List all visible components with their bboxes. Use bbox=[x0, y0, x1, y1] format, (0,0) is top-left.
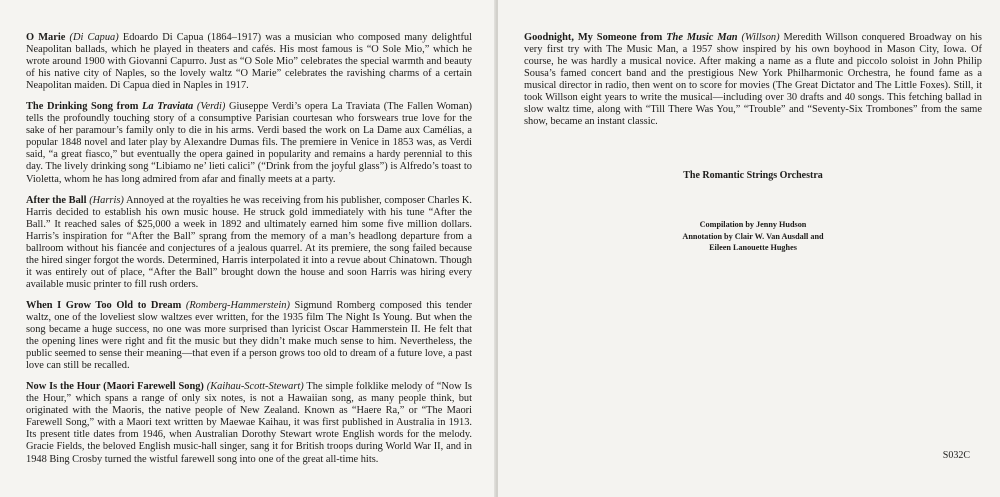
right-page bbox=[498, 0, 1000, 497]
entry-o-marie bbox=[26, 32, 472, 92]
entry-title-work: The Music Man bbox=[666, 32, 738, 43]
orchestra-name: The Romantic Strings Orchestra bbox=[683, 170, 823, 182]
entry-composer: (Di Capua) bbox=[69, 32, 119, 43]
catalog-number: S032C bbox=[942, 450, 970, 461]
entry-composer: (Willson) bbox=[741, 32, 780, 43]
entry-text: Giuseppe Verdi’s opera La Traviata (The Fallen Woman) tells the profoundly touching story of a consumptive Parisian courtesan who forswears true love for the sake of her paramour’s family only to die in his arms. Verdi based the work on La Dame aux Camélias, a popular 1848 novel and later play by Alexandre Dumas fils. The premiere in Venice in 1853 was, as Verdi said, “a great fiasco,” but eventually the opera gained in popularity and remains a hardy perennial to this day. The lively drinking song “Libiamo ne’ lieti calici” (“Drink from the joyful glass”) is Alfredo’s toast to Violetta, whom he has long admired from afar and finally meets at a party. bbox=[26, 101, 473, 185]
entry-title: Now Is the Hour (Maori Farewell Song) bbox=[26, 381, 204, 393]
credit-annotation-line-1: Annotation by Clair W. Van Ausdall and bbox=[682, 231, 824, 241]
entry-goodnight-my-someone bbox=[524, 32, 982, 128]
entry-title: O Marie bbox=[26, 32, 66, 43]
left-page bbox=[0, 0, 496, 497]
entry-text: Annoyed at the royalties he was receiving from his publisher, composer Charles K. Harris decided to establish his own music house. He struck gold immediately with his tune “After the Ball.” It reached sales of $25,000 a week in 1892 and ultimately earned him some five million dollars. Harris’s inspiration for “After the Ball” sprang from the memory of a man’s headlong departure from a ballroom without his fiancée and conjectures of a jealous quarrel. At its premiere, the song failed because the hired singer forgot the words. Determined, Harris interpolated it into a revue about Chinatown. Though it was entirely out of place, “After the Ball” brought down the house and soon Harris was hiring every available music printer to fill rush orders. bbox=[26, 194, 472, 290]
entry-text: Meredith Willson conquered Broadway on his very first try with The Music Man, a 1957 show inspired by his own boyhood in Mason City, Iowa. Of course, he was hardly a musical novice. After making a name as a flute and piccolo soloist in John Philip Sousa’s famed concert band and the prestigious New York Philharmonic Orchestra, he found fame as a musical director in radio, then went on to score for movies (The Great Dictator and The Little Foxes). Still, it took Willson eight years to write the musical—including over 30 drafts and 40 songs. This fetching ballad in slow waltz time, along with “Till There Was You,” “Trouble” and “Seventy-Six Trombones” from the same show, became an instant classic. bbox=[524, 32, 982, 128]
entry-title-main: Goodnight, My Someone from bbox=[524, 32, 663, 43]
entry-text: The simple folklike melody of “Now Is the Hour,” which spans a range of only six notes, is not a Hawaiian song, as many people think, but originated with the Maoris, the native people of New Zealand. Known as “Haere Ra,” or “The Maori Farewell Song,” with a Maori text written by Maewae Kaihau, it was first published in Australia in 1913. Its present title dates from 1946, when Australian Dorothy Stewart wrote English words for the melody. Gracie Fields, the beloved English music-hall singer, sang it for British troops during World War II, and in 1948 Bing Crosby turned the wistful farewell song into one of the great all-time hits. bbox=[26, 381, 472, 465]
entry-title: When I Grow Too Old to Dream bbox=[26, 299, 182, 311]
entry-composer: (Romberg-Hammerstein) bbox=[185, 299, 290, 311]
entry-composer: (Verdi) bbox=[196, 101, 226, 113]
entry-title-work: La Traviata bbox=[142, 101, 194, 113]
entry-composer: (Harris) bbox=[89, 194, 124, 206]
credits bbox=[524, 219, 982, 253]
entry-now-is-the-hour bbox=[26, 381, 472, 465]
entry-text: Edoardo Di Capua (1864–1917) was a musician who composed many delightful Neapolitan ballads, which he played in theaters and cafés. His most famous is “O Sole Mio,” which he wrote around 1900 with Giovanni Capurro. Just as “O Sole Mio” celebrates the special warmth and beauty of his native city of Naples, so the lovely waltz “O Marie” celebrates the ravishing charms of a certain Neapolitan maiden. Di Capua died in Naples in 1917. bbox=[26, 32, 472, 92]
entry-title: After the Ball bbox=[26, 194, 87, 206]
entry-drinking-song bbox=[26, 101, 472, 185]
credit-annotation-line-2: Eileen Lanouette Hughes bbox=[709, 242, 797, 252]
entry-composer: (Kaihau-Scott-Stewart) bbox=[206, 381, 304, 393]
credit-compilation: Compilation by Jenny Hudson bbox=[699, 220, 807, 230]
entry-title-main: The Drinking Song from bbox=[26, 101, 139, 113]
entry-title bbox=[26, 101, 193, 112]
entry-text: Sigmund Romberg composed this tender waltz, one of the loveliest slow waltzes ever written, for the 1935 film The Night Is Young. But when the song became a huge success, no one was more surprised than lyricist Oscar Hammerstein II. He felt that the opening lines were right and fit the music but they didn’t make much sense to him. Nevertheless, the public seemed to sense their meaning—that even if a person grows too old to dream of a future love, a past love can still be recalled. bbox=[26, 299, 472, 372]
entry-title bbox=[524, 32, 738, 43]
entry-after-the-ball bbox=[26, 195, 472, 291]
entry-too-old-to-dream bbox=[26, 300, 472, 372]
